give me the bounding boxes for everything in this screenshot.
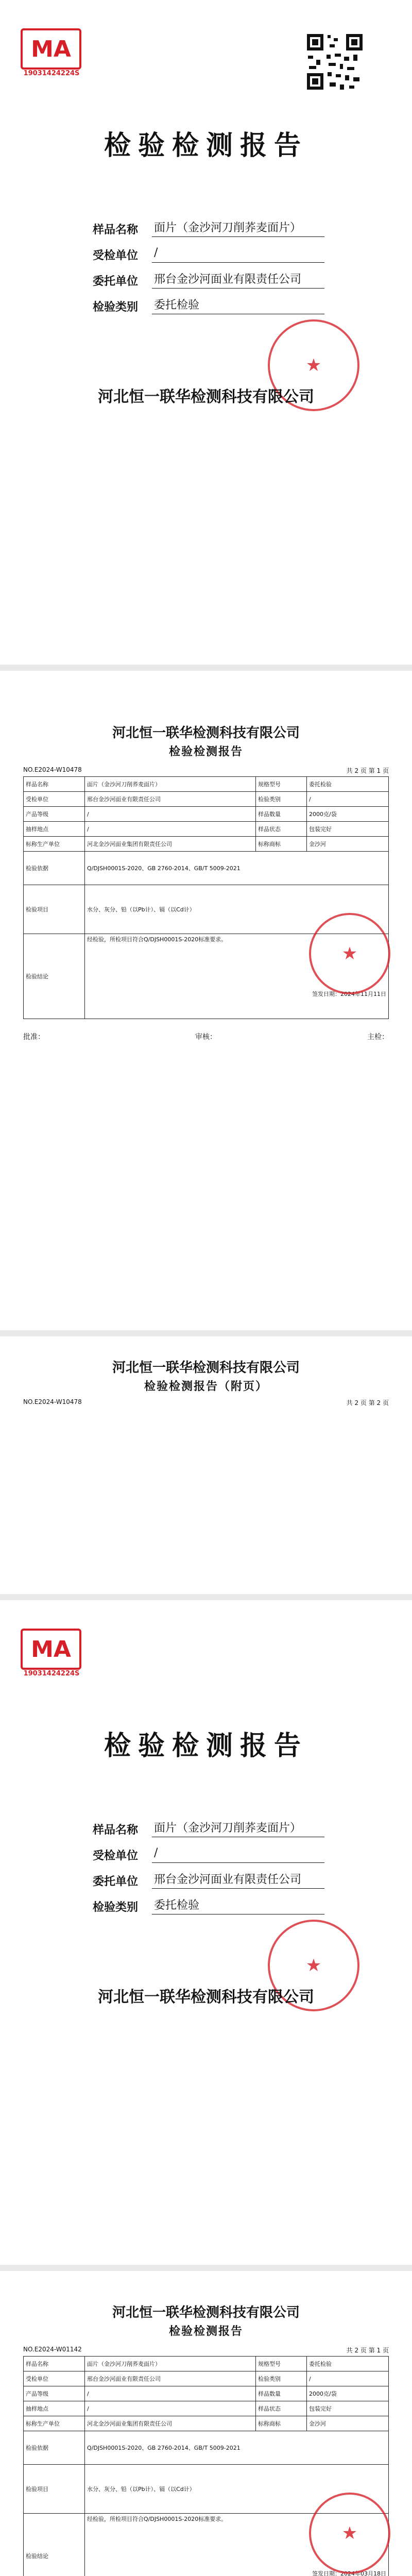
- cell-label: 规格型号: [256, 2357, 307, 2371]
- meta-line: [23, 766, 389, 775]
- cell-value: 邢台金沙河面业有限责任公司: [85, 792, 256, 807]
- company-seal-icon: ★: [268, 319, 359, 411]
- report-number: NO.E2024-W10478: [23, 766, 82, 773]
- cell-value: /: [307, 2371, 389, 2386]
- report-number: NO.E2024-W01142: [23, 2346, 82, 2353]
- cell-label: 样品状态: [256, 822, 307, 837]
- field-value: 面片（金沙河刀削荞麦面片）: [152, 219, 324, 237]
- result-sheet-2: [0, 2271, 412, 2576]
- cell-value: 包装完好: [307, 2401, 389, 2416]
- field-client-unit: [93, 263, 324, 289]
- field-label: 受检单位: [93, 249, 139, 262]
- field-inspection-type: [93, 289, 324, 314]
- cell-label: 抽样地点: [24, 822, 85, 837]
- signature-line: [23, 1031, 389, 1042]
- cma-logo: [21, 1629, 82, 1685]
- sheet-company: 河北恒一联华检测科技有限公司: [112, 1360, 300, 1376]
- cell-label: 检验项目: [24, 885, 85, 934]
- field-value: 委托检验: [152, 1896, 324, 1914]
- issue-date-label: 签发日期：: [312, 2570, 340, 2576]
- result-sheet-1: [0, 671, 412, 1330]
- field-label: 样品名称: [93, 224, 139, 236]
- cell-label: 产品等级: [24, 2386, 85, 2401]
- sheet-subtitle: 检验检测报告: [168, 2325, 243, 2338]
- report-title: 检验检测报告: [104, 130, 308, 161]
- cma-mark: MA: [21, 1629, 81, 1670]
- cell-label: 检验结论: [24, 2514, 85, 2576]
- cell-label: 检验依据: [24, 852, 85, 885]
- cell-label: 检验类别: [256, 2371, 307, 2386]
- cell-label: 规格型号: [256, 777, 307, 792]
- table-row: [24, 852, 389, 885]
- cell-label: 检验依据: [24, 2431, 85, 2465]
- cell-label: 样品名称: [24, 2357, 85, 2371]
- field-value: 邢台金沙河面业有限责任公司: [152, 1871, 324, 1889]
- cell-label: 检验项目: [24, 2465, 85, 2514]
- issue-date-value: 2024年03月18日: [340, 2570, 386, 2576]
- cell-label: 样品数量: [256, 2386, 307, 2401]
- approve-signature: 批准：: [23, 1033, 45, 1041]
- company-name: 河北恒一联华检测科技有限公司: [98, 388, 314, 406]
- cell-label: 标称商标: [256, 2416, 307, 2431]
- table-row: [24, 2416, 389, 2431]
- table-row: [24, 837, 389, 852]
- field-value: 面片（金沙河刀削荞麦面片）: [152, 1819, 324, 1837]
- sheet-subtitle: 检验检测报告: [168, 745, 243, 758]
- issue-date-value: 2024年11月11日: [340, 991, 386, 997]
- cell-value: 金沙河: [307, 2416, 389, 2431]
- table-row: [24, 2431, 389, 2465]
- cell-value: /: [85, 2401, 256, 2416]
- field-inspected-unit: [93, 237, 324, 263]
- table-row: [24, 822, 389, 837]
- cell-value: 2000克/袋: [307, 807, 389, 822]
- field-label: 受检单位: [93, 1850, 139, 1862]
- cell-value: 包装完好: [307, 822, 389, 837]
- field-label: 检验类别: [93, 1901, 139, 1914]
- company-name: 河北恒一联华检测科技有限公司: [98, 1988, 314, 2006]
- cell-label: 检验类别: [256, 792, 307, 807]
- report-title: 检验检测报告: [104, 1730, 308, 1761]
- field-inspection-type: [93, 1889, 324, 1914]
- field-label: 委托单位: [93, 1875, 139, 1888]
- table-row: [24, 2401, 389, 2416]
- cma-number: 19031424224S: [23, 70, 80, 77]
- appendix-sheet: [0, 1336, 412, 1594]
- qr-code-icon: [304, 31, 366, 93]
- table-row: [24, 2386, 389, 2401]
- cma-number: 19031424224S: [23, 1670, 80, 1677]
- cell-label: 样品状态: [256, 2401, 307, 2416]
- cell-label: 抽样地点: [24, 2401, 85, 2416]
- field-label: 样品名称: [93, 1824, 139, 1837]
- sheet-subtitle: 检验检测报告（附页）: [144, 1380, 268, 1393]
- field-client-unit: [93, 1863, 324, 1889]
- cell-value: Q/DJSH0001S-2020、GB 2760-2014、GB/T 5009-2021: [85, 2431, 389, 2465]
- cell-label: 标称商标: [256, 837, 307, 852]
- cma-logo: [21, 28, 82, 85]
- cell-value: /: [307, 792, 389, 807]
- cover-fields: [93, 1811, 324, 1914]
- issue-date-label: 签发日期：: [312, 991, 340, 997]
- page-indicator: 共 2 页 第 2 页: [346, 1399, 389, 1406]
- cell-value: 河北金沙河面业集团有限责任公司: [85, 2416, 256, 2431]
- field-sample-name: [93, 211, 324, 237]
- cell-value: 面片（金沙河刀削荞麦面片）: [85, 777, 256, 792]
- cell-label: 受检单位: [24, 2371, 85, 2386]
- field-value: 委托检验: [152, 296, 324, 314]
- page-indicator: 共 2 页 第 1 页: [346, 767, 389, 774]
- company-seal-icon: ★: [268, 1920, 359, 2011]
- field-sample-name: [93, 1811, 324, 1837]
- field-inspected-unit: [93, 1837, 324, 1863]
- cell-value: 2000克/袋: [307, 2386, 389, 2401]
- page-divider: [0, 2265, 412, 2271]
- conclusion-text: 经检验，所检项目符合Q/DJSH0001S-2020标准要求。: [87, 2516, 227, 2522]
- report-number: NO.E2024-W10478: [23, 1398, 82, 1405]
- cell-label: 产品等级: [24, 807, 85, 822]
- cell-label: 标称生产单位: [24, 2416, 85, 2431]
- cell-value: /: [85, 2386, 256, 2401]
- cell-value: 邢台金沙河面业有限责任公司: [85, 2371, 256, 2386]
- cover-fields: [93, 211, 324, 314]
- field-value: /: [152, 246, 324, 263]
- cell-label: 样品名称: [24, 777, 85, 792]
- field-label: 检验类别: [93, 301, 139, 314]
- table-row: [24, 792, 389, 807]
- cell-value: 水分、灰分、铅（以Pb计）、镉（以Cd计）: [85, 885, 389, 934]
- table-row: [24, 807, 389, 822]
- table-row: [24, 777, 389, 792]
- page-divider: [0, 1330, 412, 1336]
- field-value: 邢台金沙河面业有限责任公司: [152, 270, 324, 289]
- cell-label: 检验结论: [24, 934, 85, 1019]
- table-row: [24, 2371, 389, 2386]
- meta-line: [23, 2346, 389, 2354]
- conclusion-text: 经检验，所检项目符合Q/DJSH0001S-2020标准要求。: [87, 936, 227, 943]
- field-value: /: [152, 1846, 324, 1863]
- inspector-signature: 主检：: [367, 1033, 389, 1041]
- cell-label: 样品数量: [256, 807, 307, 822]
- cell-value: 金沙河: [307, 837, 389, 852]
- cell-value: 面片（金沙河刀削荞麦面片）: [85, 2357, 256, 2371]
- table-row: [24, 2357, 389, 2371]
- page-divider: [0, 665, 412, 671]
- page-divider: [0, 1594, 412, 1600]
- sheet-company: 河北恒一联华检测科技有限公司: [112, 2305, 300, 2320]
- cell-value: /: [85, 822, 256, 837]
- sheet-company: 河北恒一联华检测科技有限公司: [112, 725, 300, 741]
- page-indicator: 共 2 页 第 1 页: [346, 2347, 389, 2354]
- cell-label: 受检单位: [24, 792, 85, 807]
- inspection-seal-icon: ★: [309, 913, 390, 994]
- cell-value: 委托检验: [307, 2357, 389, 2371]
- cover-sheet-2: [0, 1600, 412, 2265]
- cell-value: Q/DJSH0001S-2020、GB 2760-2014、GB/T 5009-2021: [85, 852, 389, 885]
- cma-mark: MA: [21, 28, 81, 70]
- meta-line: [23, 1398, 389, 1407]
- cell-value: 水分、灰分、铅（以Pb计）、镉（以Cd计）: [85, 2465, 389, 2514]
- cover-sheet-1: [0, 0, 412, 665]
- inspection-seal-icon: ★: [309, 2493, 390, 2574]
- cell-value: /: [85, 807, 256, 822]
- field-label: 委托单位: [93, 275, 139, 288]
- review-signature: 审核：: [195, 1033, 217, 1041]
- cell-label: 标称生产单位: [24, 837, 85, 852]
- cell-value: 河北金沙河面业集团有限责任公司: [85, 837, 256, 852]
- cell-value: 委托检验: [307, 777, 389, 792]
